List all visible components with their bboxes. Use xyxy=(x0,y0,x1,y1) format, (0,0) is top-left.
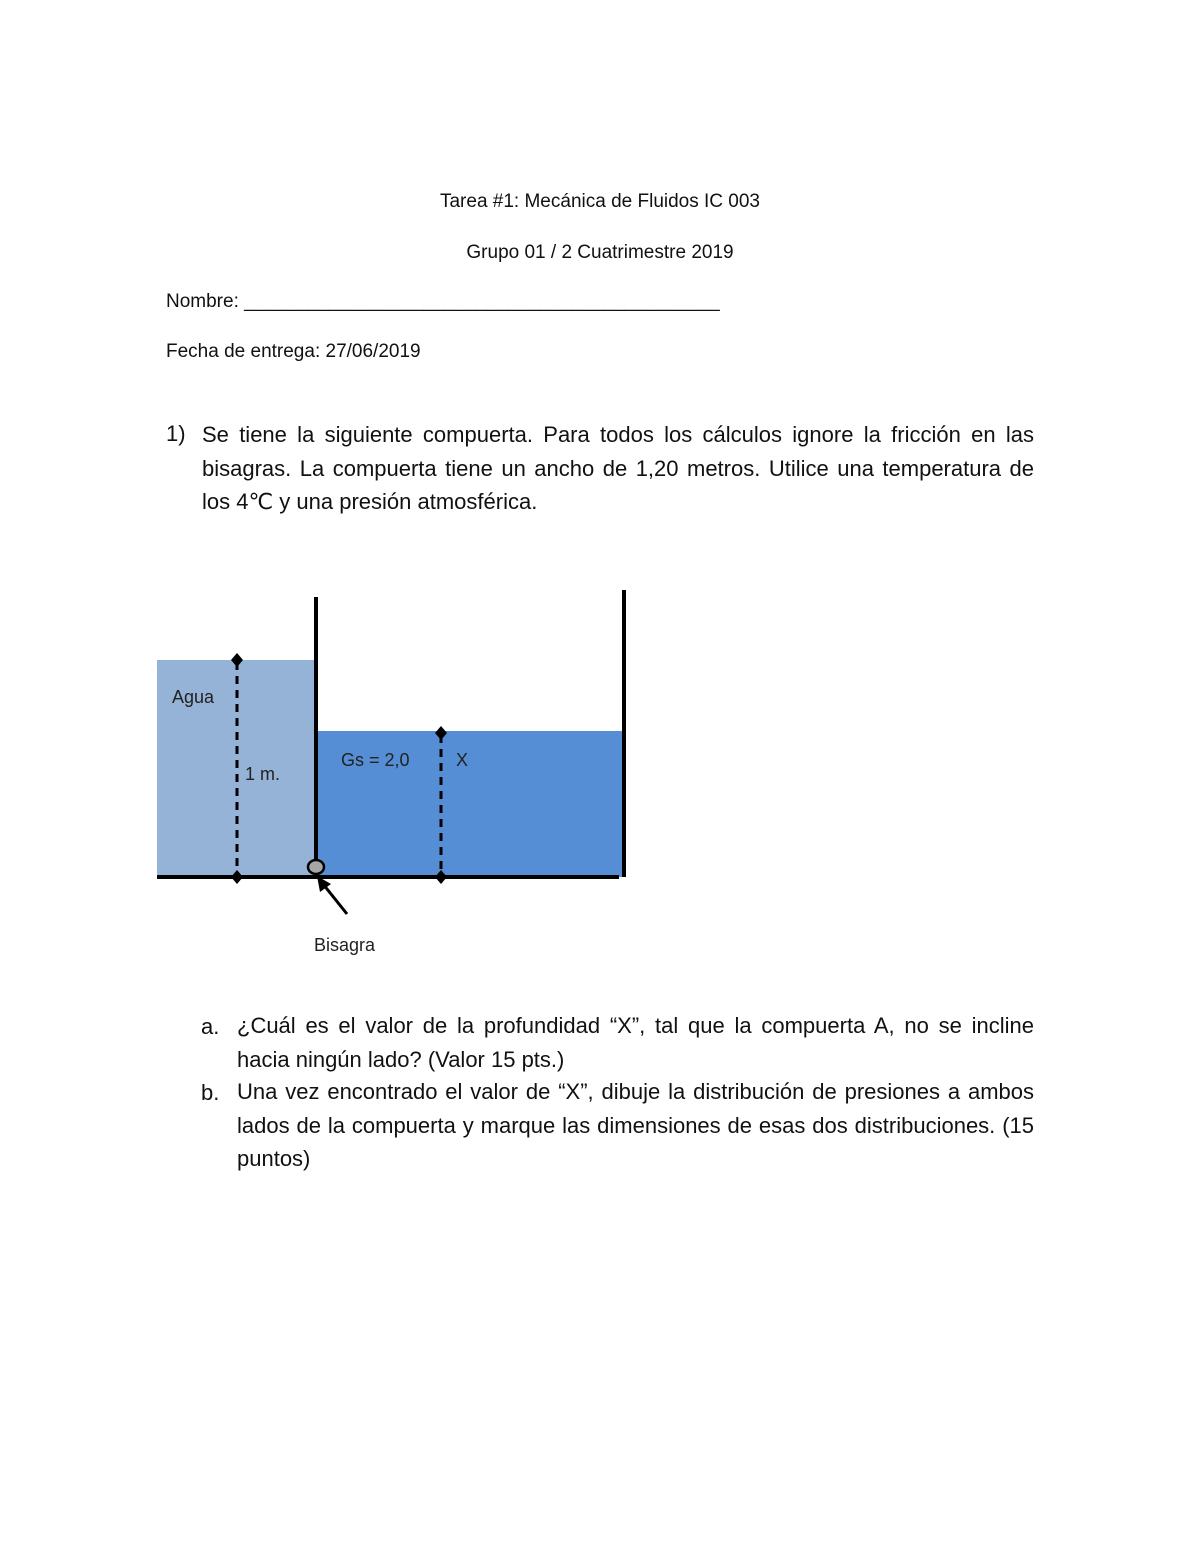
due-date: Fecha de entrega: 27/06/2019 xyxy=(166,341,421,362)
question-text: Se tiene la siguiente compuerta. Para todos los cálculos ignore la fricción en las bisagras. La compuerta tiene un ancho de 1,20 metros. Utilice una temperatura de los 4℃ y una presión atmosférica. xyxy=(202,422,1034,514)
hinge-circle xyxy=(308,860,324,874)
right-height-label: X xyxy=(456,750,469,770)
hinge-label: Bisagra xyxy=(314,935,376,955)
group-line: Grupo 01 / 2 Cuatrimestre 2019 xyxy=(466,242,734,263)
subquestion-b-letter: b. xyxy=(201,1080,220,1105)
subquestion-a-text: ¿Cuál es el valor de la profundidad “X”, tal que la compuerta A, no se incline hacia ningún lado? (Valor 15 pts.) xyxy=(237,1013,1034,1072)
right-fluid-label: Gs = 2,0 xyxy=(341,750,410,770)
subquestion-a-letter: a. xyxy=(201,1014,220,1039)
question-number: 1) xyxy=(166,421,186,446)
left-fluid-label: Agua xyxy=(172,687,215,707)
subquestion-b-text: Una vez encontrado el valor de “X”, dibuje la distribución de presiones a ambos lados de la compuerta y marque las dimensiones de esas dos distribuciones. (15 puntos) xyxy=(237,1079,1034,1171)
left-height-label: 1 m. xyxy=(245,764,281,784)
hinge-arrow-shaft xyxy=(323,884,347,914)
document-title: Tarea #1: Mecánica de Fluidos IC 003 xyxy=(439,191,760,212)
name-field-label: Nombre: _____________________________________________ xyxy=(166,291,720,312)
